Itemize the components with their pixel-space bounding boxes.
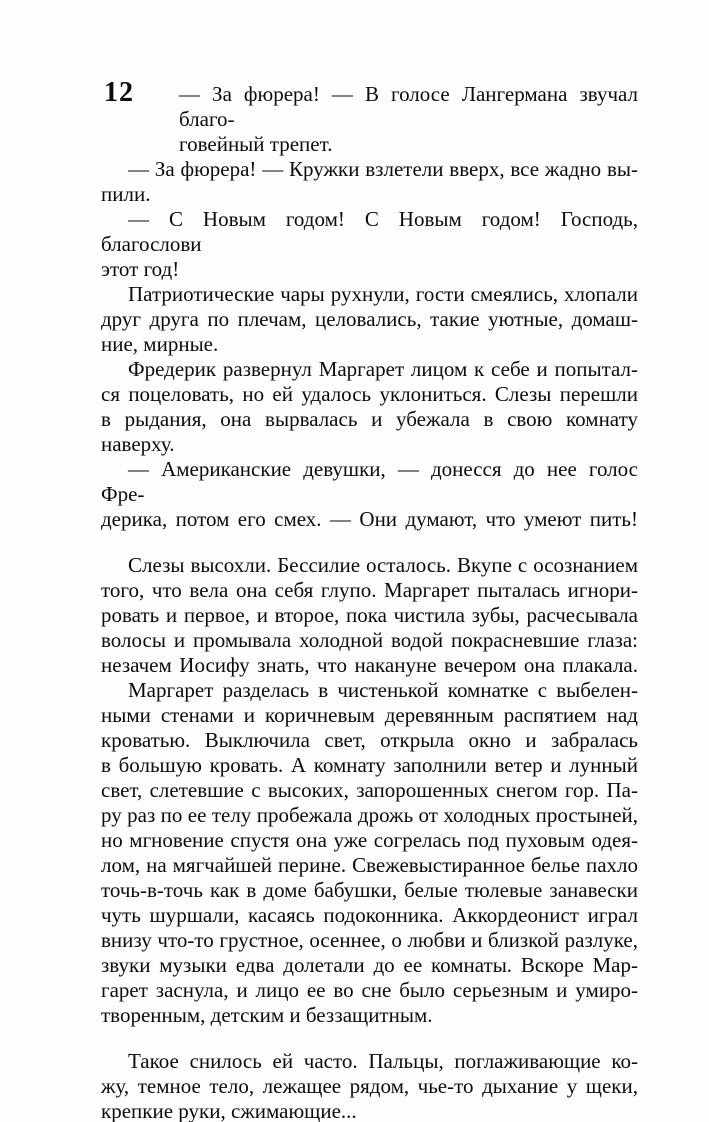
text-line: ными стенами и коричневым деревянным распятием над: [101, 703, 638, 727]
paragraph: [101, 357, 638, 457]
paragraph: [101, 553, 638, 678]
text-line: в рыдания, она вырвалась и убежала в свою комнату наверху.: [101, 407, 638, 456]
paragraph: [101, 157, 638, 207]
text-line: ся поцеловать, но ей удалось уклониться. Слезы перешли: [101, 382, 638, 406]
text-line: Фредерик развернул Маргарет лицом к себе и попытал-: [128, 357, 638, 381]
paragraph: [179, 82, 638, 157]
text-line: незачем Иосифу знать, что накануне вечером она плакала.: [101, 653, 638, 677]
text-line: звуки музыки едва долетали до ее комнаты. Вскоре Мар-: [101, 953, 638, 977]
text-line: — С Новым годом! С Новым годом! Господь, благослови: [101, 207, 638, 256]
text-line: друг друга по плечам, целовались, такие уютные, домаш-: [101, 307, 638, 331]
text-line: ровать и первое, и второе, пока чистила зубы, расчесывала: [101, 603, 638, 627]
text-line: крепкие руки, сжимающие...: [101, 1099, 357, 1122]
text-line: волосы и промывала холодной водой покрасневшие глаза:: [101, 628, 638, 652]
text-line: говейный трепет.: [179, 132, 333, 156]
paragraph: [101, 207, 638, 282]
text-line: Патриотические чары рухнули, гости смеялись, хлопали: [128, 282, 638, 306]
text-line: — Американские девушки, — донесся до нее голос Фре-: [101, 457, 638, 506]
text-line: жу, темное тело, лежащее рядом, чье-то дыхание у щеки,: [101, 1074, 638, 1098]
paragraph: [101, 282, 638, 357]
paragraph: [101, 457, 638, 532]
text-line: Маргарет разделась в чистенькой комнатке с выбелен-: [128, 678, 638, 702]
text-line: дерика, потом его смех. — Они думают, что умеют пить!: [101, 507, 638, 531]
text-line: свет, слетевшие с высоких, запорошенных снегом гор. Па-: [101, 778, 638, 802]
paragraph: [101, 1049, 638, 1122]
text-line: того, что вела она себя глупо. Маргарет пыталась игнори-: [101, 578, 638, 602]
text-line: этот год!: [101, 257, 180, 281]
text-line: но мгновение спустя она уже согрелась под пуховым одея-: [101, 828, 638, 852]
text-line: лом, на мягчайшей перине. Свежевыстиранное белье пахло: [101, 853, 638, 877]
page-number: 12: [104, 77, 134, 108]
text-line: — За фюрера! — В голосе Лангермана звучал благо-: [179, 82, 638, 131]
text-line: Слезы высохли. Бессилие осталось. Вкупе с осознанием: [128, 553, 638, 577]
text-line: гарет заснула, и лицо ее во сне было серьезным и умиро-: [101, 978, 638, 1002]
text-line: в большую кровать. А комнату заполнили ветер и лунный: [101, 753, 638, 777]
text-line: ру раз по ее телу пробежала дрожь от холодных простыней,: [101, 803, 638, 827]
paragraph: [101, 678, 638, 1028]
text-line: — За фюрера! — Кружки взлетели вверх, все жадно вы-: [128, 157, 638, 181]
text-line: внизу что-то грустное, осеннее, о любви и близкой разлуке,: [101, 928, 638, 952]
text-line: пили.: [101, 182, 151, 206]
text-line: чуть шуршали, касаясь подоконника. Аккордеонист играл: [101, 903, 638, 927]
text-line: точь-в-точь как в доме бабушки, белые тюлевые занавески: [101, 878, 638, 902]
text-line: ние, мирные.: [101, 332, 219, 356]
text-line: Такое снилось ей часто. Пальцы, поглаживающие ко-: [128, 1049, 638, 1073]
text-line: кроватью. Выключила свет, открыла окно и забралась: [101, 728, 638, 752]
text-block: [101, 77, 638, 1122]
text-line: творенным, детским и беззащитным.: [101, 1003, 433, 1027]
